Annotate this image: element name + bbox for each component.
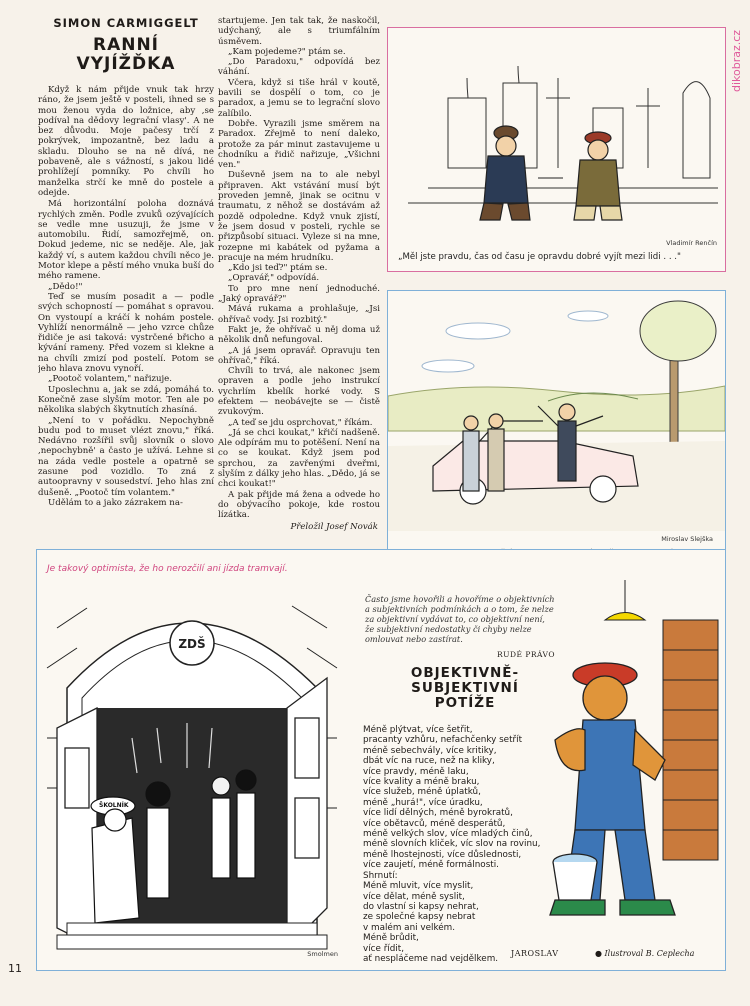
zds-sign-text: ZDŠ (178, 637, 206, 651)
paragraph: „Pootoč volantem," nařizuje. (48, 374, 173, 385)
poem-line: dbát víc na ruce, než na kliky, (363, 756, 495, 767)
paragraph: „Do Paradoxu," odpovídá bez váhání. (218, 57, 380, 78)
poem-line: více řídit, (363, 943, 405, 954)
paragraph: „A já jsem opravář. Opravuju ten ohřívač," říká. (218, 345, 380, 366)
story-header (38, 16, 214, 74)
paragraph: Když k nám přijde vnuk tak hrzy ráno, že jsem ještě v posteli, ihned se s mou ženou vyda do ložnice, aby ,se podíval na dědovy legrační vlasy'. A ne bez důvodu. Moje pačesy trčí z pokrývek, impozantně, bez ladu a skladu. Dlouho se na ně dívá, ne pobaveně, ale s vážností, s jakou lidé prohlížejí pomníky. Po chvíli ho manželka strčí ke mně do postele a odejde. (38, 85, 214, 198)
poem-line: více lidí dělných, méně byrokratů, (363, 808, 513, 819)
paragraph: Fakt je, že ohřívač u něj doma už několik dnů nefungoval. (218, 324, 380, 346)
poem-line: více kvality a méně braku, (363, 777, 480, 788)
paragraph: A pak přijde má žena a odvede ho do obývacího pokoje, kde rostou lízátka. (218, 489, 380, 521)
paragraph: Má horizontální poloha doznává rychlých změn. Podle zvuků ozývajících se vedle mne usuzuji, že jsme v automobilu. Řidí, samozřejmě, on. Dokud jedeme, nic se neděje. Ale, jak každý ví, s autem každou chvíli něco je. Motor klepe a pěstí mého vnuka buší do mého ramene. (38, 199, 214, 282)
story-column-1 (38, 85, 214, 535)
illustrator-credit: ● Ilustroval B. Ceplecha (595, 949, 695, 958)
paragraph: „Opravář," odpovídá. (228, 273, 320, 284)
poem-line: více dělat, méně syslit, (363, 891, 465, 902)
cartoon-2-artist: Miroslav Slejška (661, 535, 713, 543)
objective-title-line1: OBJEKTIVNĚ- (410, 665, 520, 681)
poem-line: více zaujetí, méně formálnosti. (363, 860, 499, 871)
paragraph: startujeme. Jen tak tak, že naskočil, udýchaný, ale s triumfálním úsměvem. (218, 16, 380, 47)
paragraph: To pro mne není jednoduché. „Jaký opravář?" (218, 283, 380, 305)
cartoon-3-caption: Je takový optimista, že ho nerozčilí ani jízda tramvají. (47, 564, 288, 574)
objective-title-line3: POTÍŽE (434, 695, 496, 711)
paragraph: „Kdo jsi teď?" ptám se. (228, 263, 328, 274)
paragraph: „A teď se jdu osprchovat," říkám. (228, 417, 373, 428)
poem-line: ze společné kapsy nebrat (363, 912, 476, 923)
poem-line: více pravdy, méně laku, (363, 766, 469, 777)
watermark: dikobraz.cz (730, 29, 743, 92)
poem (335, 725, 565, 964)
poem-line: více obětavců, méně desperátů, (363, 818, 506, 829)
poem-line: v malém ani velkém. (363, 922, 456, 933)
poem-line: méně slovních kliček, víc slov na rovinu, (363, 839, 541, 850)
paragraph: Duševně jsem na to ale nebyl připraven. Akt vstávání musí být proveden jemně, jinak se ocitnu v traumatu, z něhož se dostávám až pozdě odpoledne. Když vnuk zjistí, že jsem dosud v posteli, rychle se přizpůsobí situaci. Vyleze si na mne, rozepne mi kabátek od pyžama a pracuje na mém hrudníku. (218, 170, 380, 263)
poem-author: JAROSLAV (511, 949, 559, 958)
poem-line: Méně brůdit, (363, 933, 419, 944)
cartoon-2-frame (387, 290, 726, 577)
poem-line: Méně plýtvat, více šetřit, (363, 725, 473, 735)
poem-line: méně velkých slov, více mladých činů, (363, 829, 533, 840)
paragraph: Dobře. Vyrazili jsme směrem na Paradox. Zřejmě to není daleko, protože za pár minut zastavujeme u chodníku a řidič nařizuje, „Všichni ven." (218, 118, 380, 171)
paragraph: Uposlechnu a, jak se zdá, pomáhá to. Konečně zase slyším motor. Ten ale po několika slabých škytnutích zhasíná. (38, 384, 214, 416)
paragraph: „Já se chci koukat," křičí nadšeně. Ale odpírám mu to potěšení. Není na co se koukat. Když jsem pod sprchou, za zavřenými dveřmi, slyším z dálky jeho hlas. „Dědo, já se chci koukat!" (218, 427, 380, 490)
story-column-2 (218, 16, 380, 521)
objective-section (345, 549, 726, 971)
page-number: 11 (8, 962, 22, 975)
janitor-cap-text: ŠKOLNÍK (99, 802, 129, 809)
paragraph: Udělám to a jako zázrakem na- (48, 497, 183, 508)
paragraph: „Dědo!" (48, 281, 83, 292)
cartoon-1-artist: Vladimír Renčín (666, 239, 717, 247)
cartoon-3-frame (36, 549, 347, 971)
cartoon-1-illustration (388, 28, 725, 233)
poem-line: více služeb, méně úplatků, (363, 787, 481, 798)
cartoon-3-illustration (37, 588, 346, 958)
story-title-line1: RANNÍ (92, 35, 160, 55)
poem-line: pracanty vzhůru, nefachčenky setřít (363, 735, 523, 746)
translator-credit: Přeložil Josef Novák (290, 522, 378, 532)
poem-line: Méně mluvit, více myslit, (363, 881, 474, 892)
paragraph: Teď se musím posadit a — podle svých schopností — pomáhat s opravou. On vystoupí a kráčí k nohám postele. Vyhlíží nenormálně — jeho vzrce chůze řidiče je asi taková: vystrčené břicho a kývání rameny. Před vozem si klekne a na chvíli zmizí pod postelí. Potom se jeho hlava znovu vynoří. (38, 291, 214, 375)
poem-line: méně sebechvály, více kritiky, (363, 745, 497, 756)
cartoon-1-caption: „Měl jste pravdu, čas od času je opravdu dobré vyjít mezi lidi . . ." (398, 252, 681, 262)
poem-line: ať nespláčeme nad vejdělkem. (363, 953, 499, 964)
poem-line: méně lhostejnosti, více důslednosti, (363, 849, 522, 860)
cartoon-3-artist: Smolmen (307, 950, 338, 958)
worker-illustration (545, 580, 720, 940)
quote-source: RUDÉ PRÁVO (496, 650, 555, 659)
paragraph: Mává rukama a prohlašuje, „Jsi ohřívač vody. Jsi rozbitý." (218, 304, 380, 325)
paragraph: „Není to v pořádku. Nepochybně budu pod to muset vlézt znovu," říká. Nedávno rozšířil svůj slovník o slovo ,nepochybně' a často je užívá. Lehne si na záda vedle postele a opatrně se zasune pod vozidlo. To zná z autoopravny v sousedství. Jeho hlas zní dušeně. „Pootoč tím volantem." (38, 415, 214, 498)
paragraph: „Kam pojedeme?" ptám se. (228, 46, 346, 57)
poem-line: do vlastní si kapsy nehrat, (363, 901, 479, 912)
story-author: SIMON CARMIGGELT (53, 16, 199, 30)
poem-line: méně „hurá!", více úradku, (363, 797, 483, 808)
objective-title-line2: SUBJEKTIVNÍ (411, 680, 519, 696)
objective-title (385, 666, 545, 711)
cartoon-1-frame (387, 27, 726, 272)
cartoon-2-illustration (388, 291, 725, 531)
paragraph: Chvíli to trvá, ale nakonec jsem opraven a podle jeho instrukcí vychrlím kbelík horké vody. S efektem — neobávejte se — čistě zvukovým. (218, 366, 380, 418)
story-title-line2: VYJÍŽĎKA (76, 54, 176, 74)
poem-line: Shrnutí: (363, 870, 398, 881)
paragraph: Včera, když si tiše hrál v koutě, bavili se dospělí o tom, co je paradox, a jemu se to legrační slovo zalíbilo. (218, 77, 380, 119)
objective-quote: Často jsme hovořili a hovoříme o objektivních a subjektivních podmínkách a o tom, že nelze za objektivní vydávat to, co objektivní není, že subjektivní nedostatky či chyby nelze omlouvat nebo zastírat. (365, 594, 555, 644)
